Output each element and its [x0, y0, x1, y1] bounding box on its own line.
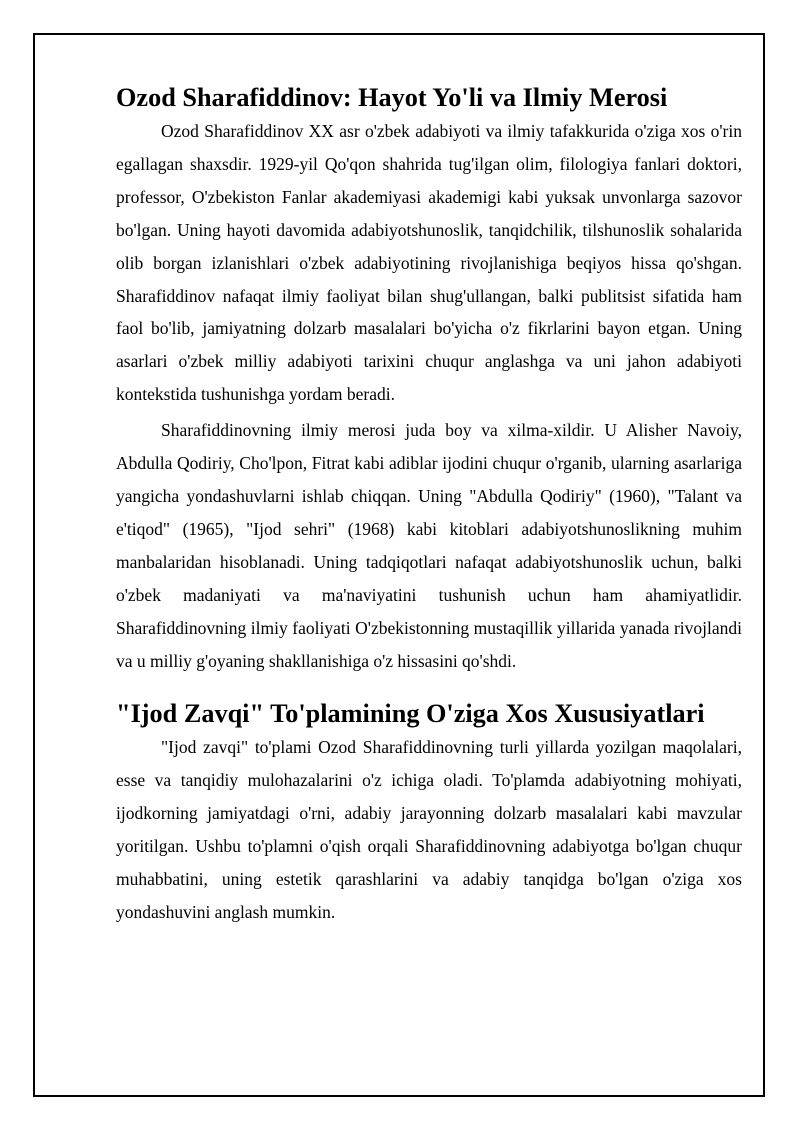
- section-heading-ijod-zavqi: "Ijod Zavqi" To'plamining O'ziga Xos Xususiyatlari: [116, 699, 705, 729]
- paragraph-collection-features: "Ijod zavqi" to'plami Ozod Sharafiddinovning turli yillarda yozilgan maqolalari, esse va tanqidiy mulohazalarini o'z ichiga oladi. To'plamda adabiyotning mohiyati, ijodkorning jamiyatdagi o'rni, adabiy jarayonning dolzarb masalalari kabi mavzular yoritilgan. Ushbu to'plamni o'qish orqali Sharafiddinovning adabiyotga bo'lgan chuqur muhabbatini, uning estetik qarashlarini va adabiy tanqidga bo'lgan o'ziga xos yondashuvini anglash mumkin.: [116, 737, 742, 922]
- paragraph-biography: Ozod Sharafiddinov XX asr o'zbek adabiyoti va ilmiy tafakkurida o'ziga xos o'rin egallagan shaxsdir. 1929-yil Qo'qon shahrida tug'ilgan olim, filologiya fanlari doktori, professor, O'zbekiston Fanlar akademiyasi akademigi kabi yuksak unvonlarga sazovor bo'lgan. Uning hayoti davomida adabiyotshunoslik, tanqidchilik, tilshunoslik sohalarida olib borgan izlanishlari o'zbek adabiyotining rivojlanishiga beqiyos hissa qo'shgan. Sharafiddinov nafaqat ilmiy faoliyat bilan shug'ullangan, balki publitsist sifatida ham faol bo'lib, jamiyatning dolzarb masalalari bo'yicha o'z fikrlarini bayon etgan. Uning asarlari o'zbek milliy adabiyoti tarixini chuqur anglashga va uni jahon adabiyoti kontekstida tushunishga yordam beradi.: [116, 121, 742, 405]
- document-body: [116, 83, 742, 929]
- section-heading-life-and-legacy: Ozod Sharafiddinov: Hayot Yo'li va Ilmiy Merosi: [116, 83, 668, 112]
- paragraph-scientific-legacy: Sharafiddinovning ilmiy merosi juda boy va xilma-xildir. U Alisher Navoiy, Abdulla Qodiriy, Cho'lpon, Fitrat kabi adiblar ijodini chuqur o'rganib, ularning asarlariga yangicha yondashuvlarni ishlab chiqqan. Uning "Abdulla Qodiriy" (1960), "Talant va e'tiqod" (1965), "Ijod sehri" (1968) kabi kitoblari adabiyotshunoslikning muhim manbalaridan hisoblanadi. Uning tadqiqotlari nafaqat adabiyotshunoslik uchun, balki o'zbek madaniyati va ma'naviyatini tushunish uchun ham ahamiyatlidir. Sharafiddinovning ilmiy faoliyati O'zbekistonning mustaqillik yillarida yanada rivojlandi va u milliy g'oyaning shakllanishiga o'z hissasini qo'shdi.: [116, 420, 742, 671]
